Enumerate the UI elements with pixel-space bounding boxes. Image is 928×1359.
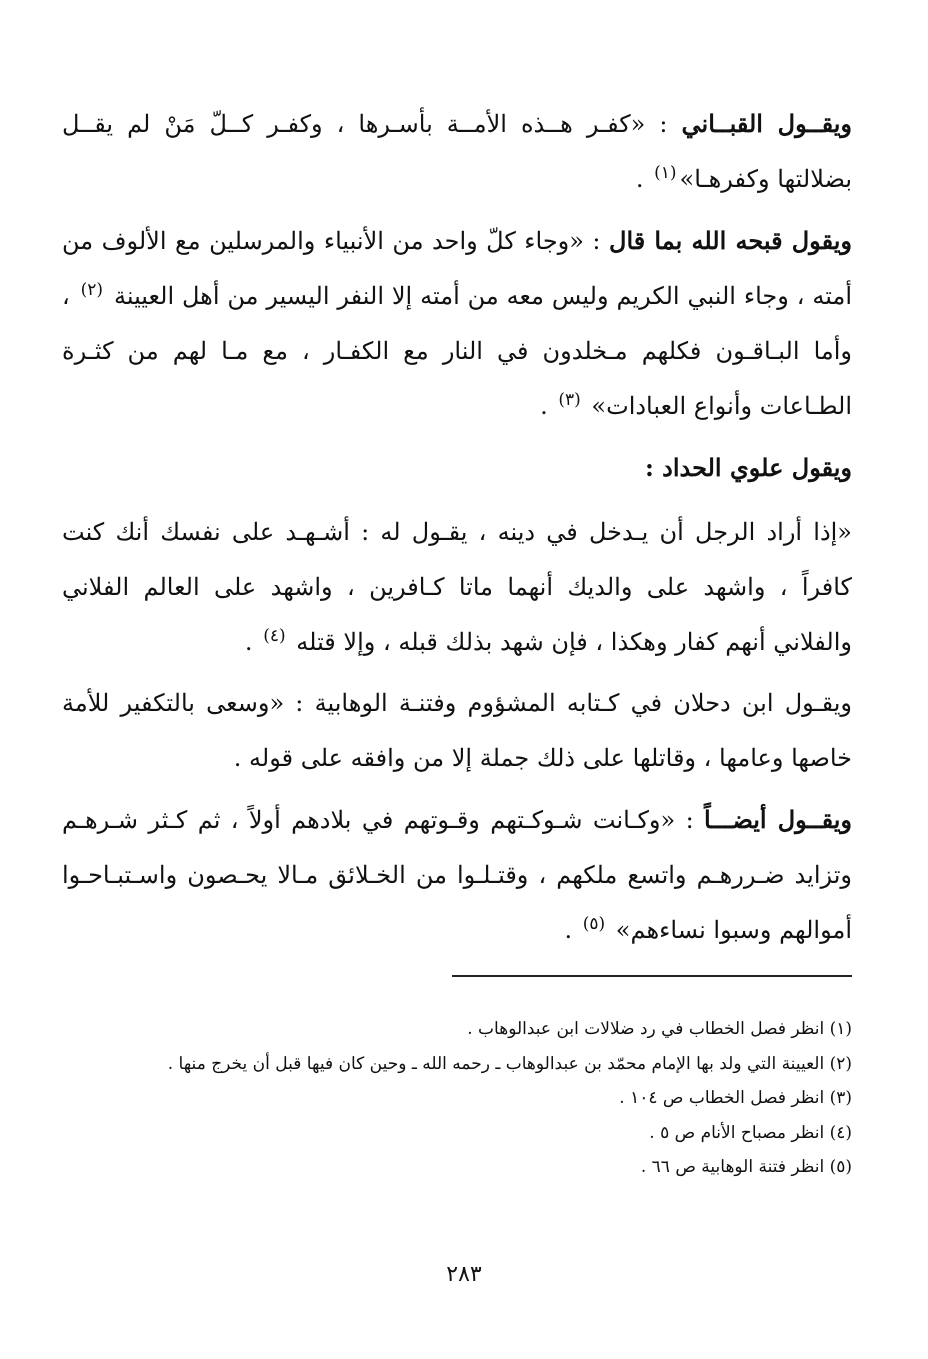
paragraph-dahlan [62, 676, 852, 786]
quote-end: . [564, 916, 573, 944]
quote-prophets: : «وجاء كلّ واحد من الأنبياء والمرسلين مع الألوف من أمته ، وجاء النبي الكريم وليس معه من أمته إلا النفر اليسير من أهل العيينة [62, 227, 852, 310]
speaker-dahlan-2: ويقــول أيضـــاً [704, 805, 852, 834]
footnote-3: (٣) انظر فصل الخطاب ص ١٠٤ . [619, 1088, 852, 1108]
paragraph-haddad-quote [62, 505, 852, 670]
main-text [62, 96, 852, 964]
quote-dahlan-2: : «وكـانت شـوكـتهم وقـوتهم في بلادهم أولاً ، ثم كـثر شـرهـم وتزايد ضـررهـم واتسع ملكهم ، وقتـلـوا من الخـلائق مـالا يحـصون واسـتبـاحـوا أموالهم وسبوا نساءهم» [62, 806, 852, 944]
page-number: ٢٨٣ [446, 1262, 482, 1287]
footnote-ref-2: (٢) [80, 280, 104, 300]
paragraph-qabbani-2 [62, 213, 852, 434]
footnote-4: (٤) انظر مصباح الأنام ص ٥ . [649, 1122, 852, 1143]
footnote-ref-1: (١) [654, 163, 677, 183]
paragraph-haddad-heading [62, 440, 852, 495]
footnote-5: (٥) انظر فتنة الوهابية ص ٦٦ . [640, 1157, 852, 1177]
paragraph-qabbani [62, 96, 852, 207]
speaker-qabbani-2: ويقول قبحه الله بما قال [609, 226, 852, 255]
speaker-haddad: ويقول علوي الحداد : [644, 453, 852, 482]
quote-end: . [635, 165, 644, 193]
footnotes [100, 1012, 852, 1185]
footnote-ref-4: (٤) [263, 626, 286, 646]
footnote-2: (٢) العيينة التي ولد بها الإمام محمّد بن عبدالوهاب ـ رحمه الله ـ وحين كان فيها قبل أن يخرج منها . [167, 1053, 852, 1074]
footnote-1: (١) انظر فصل الخطاب في رد ضلالات ابن عبدالوهاب . [467, 1019, 852, 1039]
footnote-ref-5: (٥) [582, 914, 606, 934]
speaker-qabbani: ويقــول القبــاني [681, 109, 852, 138]
footnote-ref-3: (٣) [558, 390, 581, 410]
quote-dahlan: ويقـول ابن دحلان في كـتابه المشؤوم وفتنـة الوهابية : «وسعى بالتكفير للأمة خاصها وعامها ، وقاتلها على ذلك جملة إلا من وافقه على قوله . [62, 689, 852, 772]
quote-haddad: «إذا أراد الرجل أن يـدخل في دينه ، يقـول له : أشـهـد على نفسك أنك كنت كافراً ، واشهد على والديك أنهما ماتا كـافرين ، واشهد على العالم الفلاني والفلاني أنهم كفار وهكذا ، فإن شهد بذلك قبله ، وإلا قتله [62, 518, 852, 656]
quote-prophets-cont: ، وأما البـاقـون فكلهم مـخلدون في النار مع الكفـار ، مع مـا لهم من كثـرة الطـاعات وأنواع العبادات» [62, 282, 852, 420]
quote-end: . [540, 392, 548, 420]
paragraph-dahlan-2 [62, 792, 852, 958]
footnote-divider [452, 975, 852, 977]
quote-end: . [244, 628, 253, 656]
quote-qabbani: : «كفـر هــذه الأمــة بأسـرها ، وكفـر كــلّ مَنْ لم يقــل بضلالتها وكفرهـا» [62, 110, 852, 193]
